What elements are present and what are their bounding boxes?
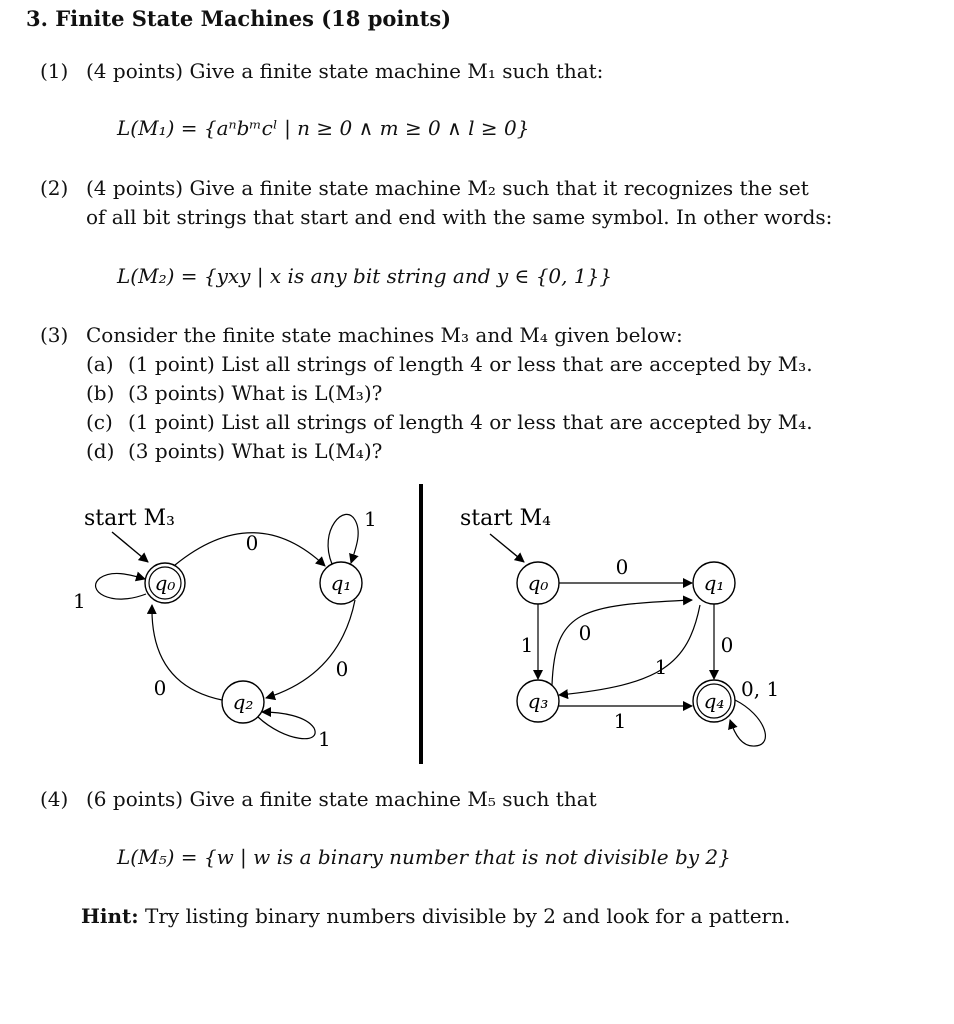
item-label: (d) (86, 439, 115, 463)
problem-3-item-a (86, 350, 813, 379)
m3-loop-q0-label: 1 (73, 589, 86, 613)
problem-3-item-c (86, 408, 813, 437)
m3-loop-q1 (328, 514, 358, 564)
problem-3-item-d (86, 437, 382, 466)
m3-edge-q1-q2 (266, 600, 355, 698)
problem-2 (40, 174, 809, 203)
problem-4-number: (4) (40, 787, 69, 811)
m4-edge-q4-q3-label: 1 (654, 655, 668, 679)
m4-start-label: start M₄ (460, 506, 551, 531)
m3-edge-q0-q1-label: 0 (245, 531, 259, 555)
m4-edge-q0-q3-label: 1 (520, 633, 534, 657)
problem-3-item-b (86, 379, 382, 408)
hint (81, 902, 790, 931)
m3-state-q1-label: q₁ (330, 571, 352, 595)
item-label: (a) (86, 352, 114, 376)
problem-2-line-1: (4 points) Give a finite state machine M₂ such that it recognizes the set (86, 176, 809, 200)
item-text: (3 points) What is L(M₃)? (128, 381, 383, 405)
m4-edge-q3-q1-label: 0 (578, 621, 592, 645)
problem-3-text: Consider the finite state machines M₃ and M₄ given below: (86, 323, 683, 347)
problem-1-number: (1) (40, 59, 69, 83)
section-title: 3. Finite State Machines (18 points) (26, 6, 452, 31)
m3-start-arrow (112, 532, 148, 562)
item-label: (c) (86, 410, 113, 434)
m4-loop-q4 (730, 700, 765, 746)
m3-state-q0-label: q₀ (154, 571, 176, 595)
item-label: (b) (86, 381, 115, 405)
m3-loop-q2 (258, 712, 315, 739)
item-text: (1 point) List all strings of length 4 or less that are accepted by M₄. (128, 410, 813, 434)
m4-edge-q4-q3 (559, 605, 700, 695)
m4-start-arrow (490, 534, 524, 562)
m4-state-q4-label: q₄ (703, 689, 725, 713)
problem-4-formula: L(M₅) = {w | w is a binary number that is not divisible by 2} (117, 845, 731, 869)
hint-text: Try listing binary numbers divisible by 2 and look for a pattern. (138, 904, 791, 928)
item-text: (3 points) What is L(M₄)? (128, 439, 383, 463)
problem-2-number: (2) (40, 176, 69, 200)
m4-loop-q4-label: 0, 1 (741, 677, 780, 701)
m3-loop-q1-label: 1 (364, 507, 377, 531)
m3-state-q2-label: q₂ (232, 690, 254, 714)
m3-diagram (0, 490, 415, 765)
m4-state-q3-label: q₃ (527, 689, 549, 713)
m4-edge-q0-q1-label: 0 (615, 555, 629, 579)
problem-1-text: (4 points) Give a finite state machine M₁ such that: (86, 59, 604, 83)
m3-loop-q0 (96, 573, 146, 599)
m4-edge-q3-q1 (552, 600, 692, 685)
problem-4-text: (6 points) Give a finite state machine M₅ such that (86, 787, 597, 811)
problem-3 (40, 321, 683, 350)
problem-3-number: (3) (40, 323, 69, 347)
hint-label: Hint: (81, 904, 139, 928)
m3-loop-q2-label: 1 (318, 727, 331, 751)
item-text: (1 point) List all strings of length 4 or less that are accepted by M₃. (128, 352, 813, 376)
problem-4 (40, 785, 597, 814)
m4-state-q1-label: q₁ (703, 571, 725, 595)
m4-edge-q3-q4-label: 1 (613, 709, 627, 733)
problem-2-line-2: of all bit strings that start and end with the same symbol. In other words: (86, 205, 833, 229)
m4-diagram (430, 490, 850, 765)
problem-1-formula: L(M₁) = {aⁿbᵐcˡ | n ≥ 0 ∧ m ≥ 0 ∧ l ≥ 0} (117, 116, 530, 140)
diagram-divider (419, 484, 423, 764)
m3-edge-q1-q2-label: 0 (335, 657, 349, 681)
problem-1 (40, 57, 603, 86)
m4-edge-q1-q4-label: 0 (720, 633, 734, 657)
problem-2-formula: L(M₂) = {yxy | x is any bit string and y ∈ {0, 1}} (117, 264, 613, 288)
m3-start-label: start M₃ (84, 506, 175, 531)
m3-edge-q2-q0-label: 0 (153, 676, 167, 700)
m4-state-q0-label: q₀ (527, 571, 549, 595)
